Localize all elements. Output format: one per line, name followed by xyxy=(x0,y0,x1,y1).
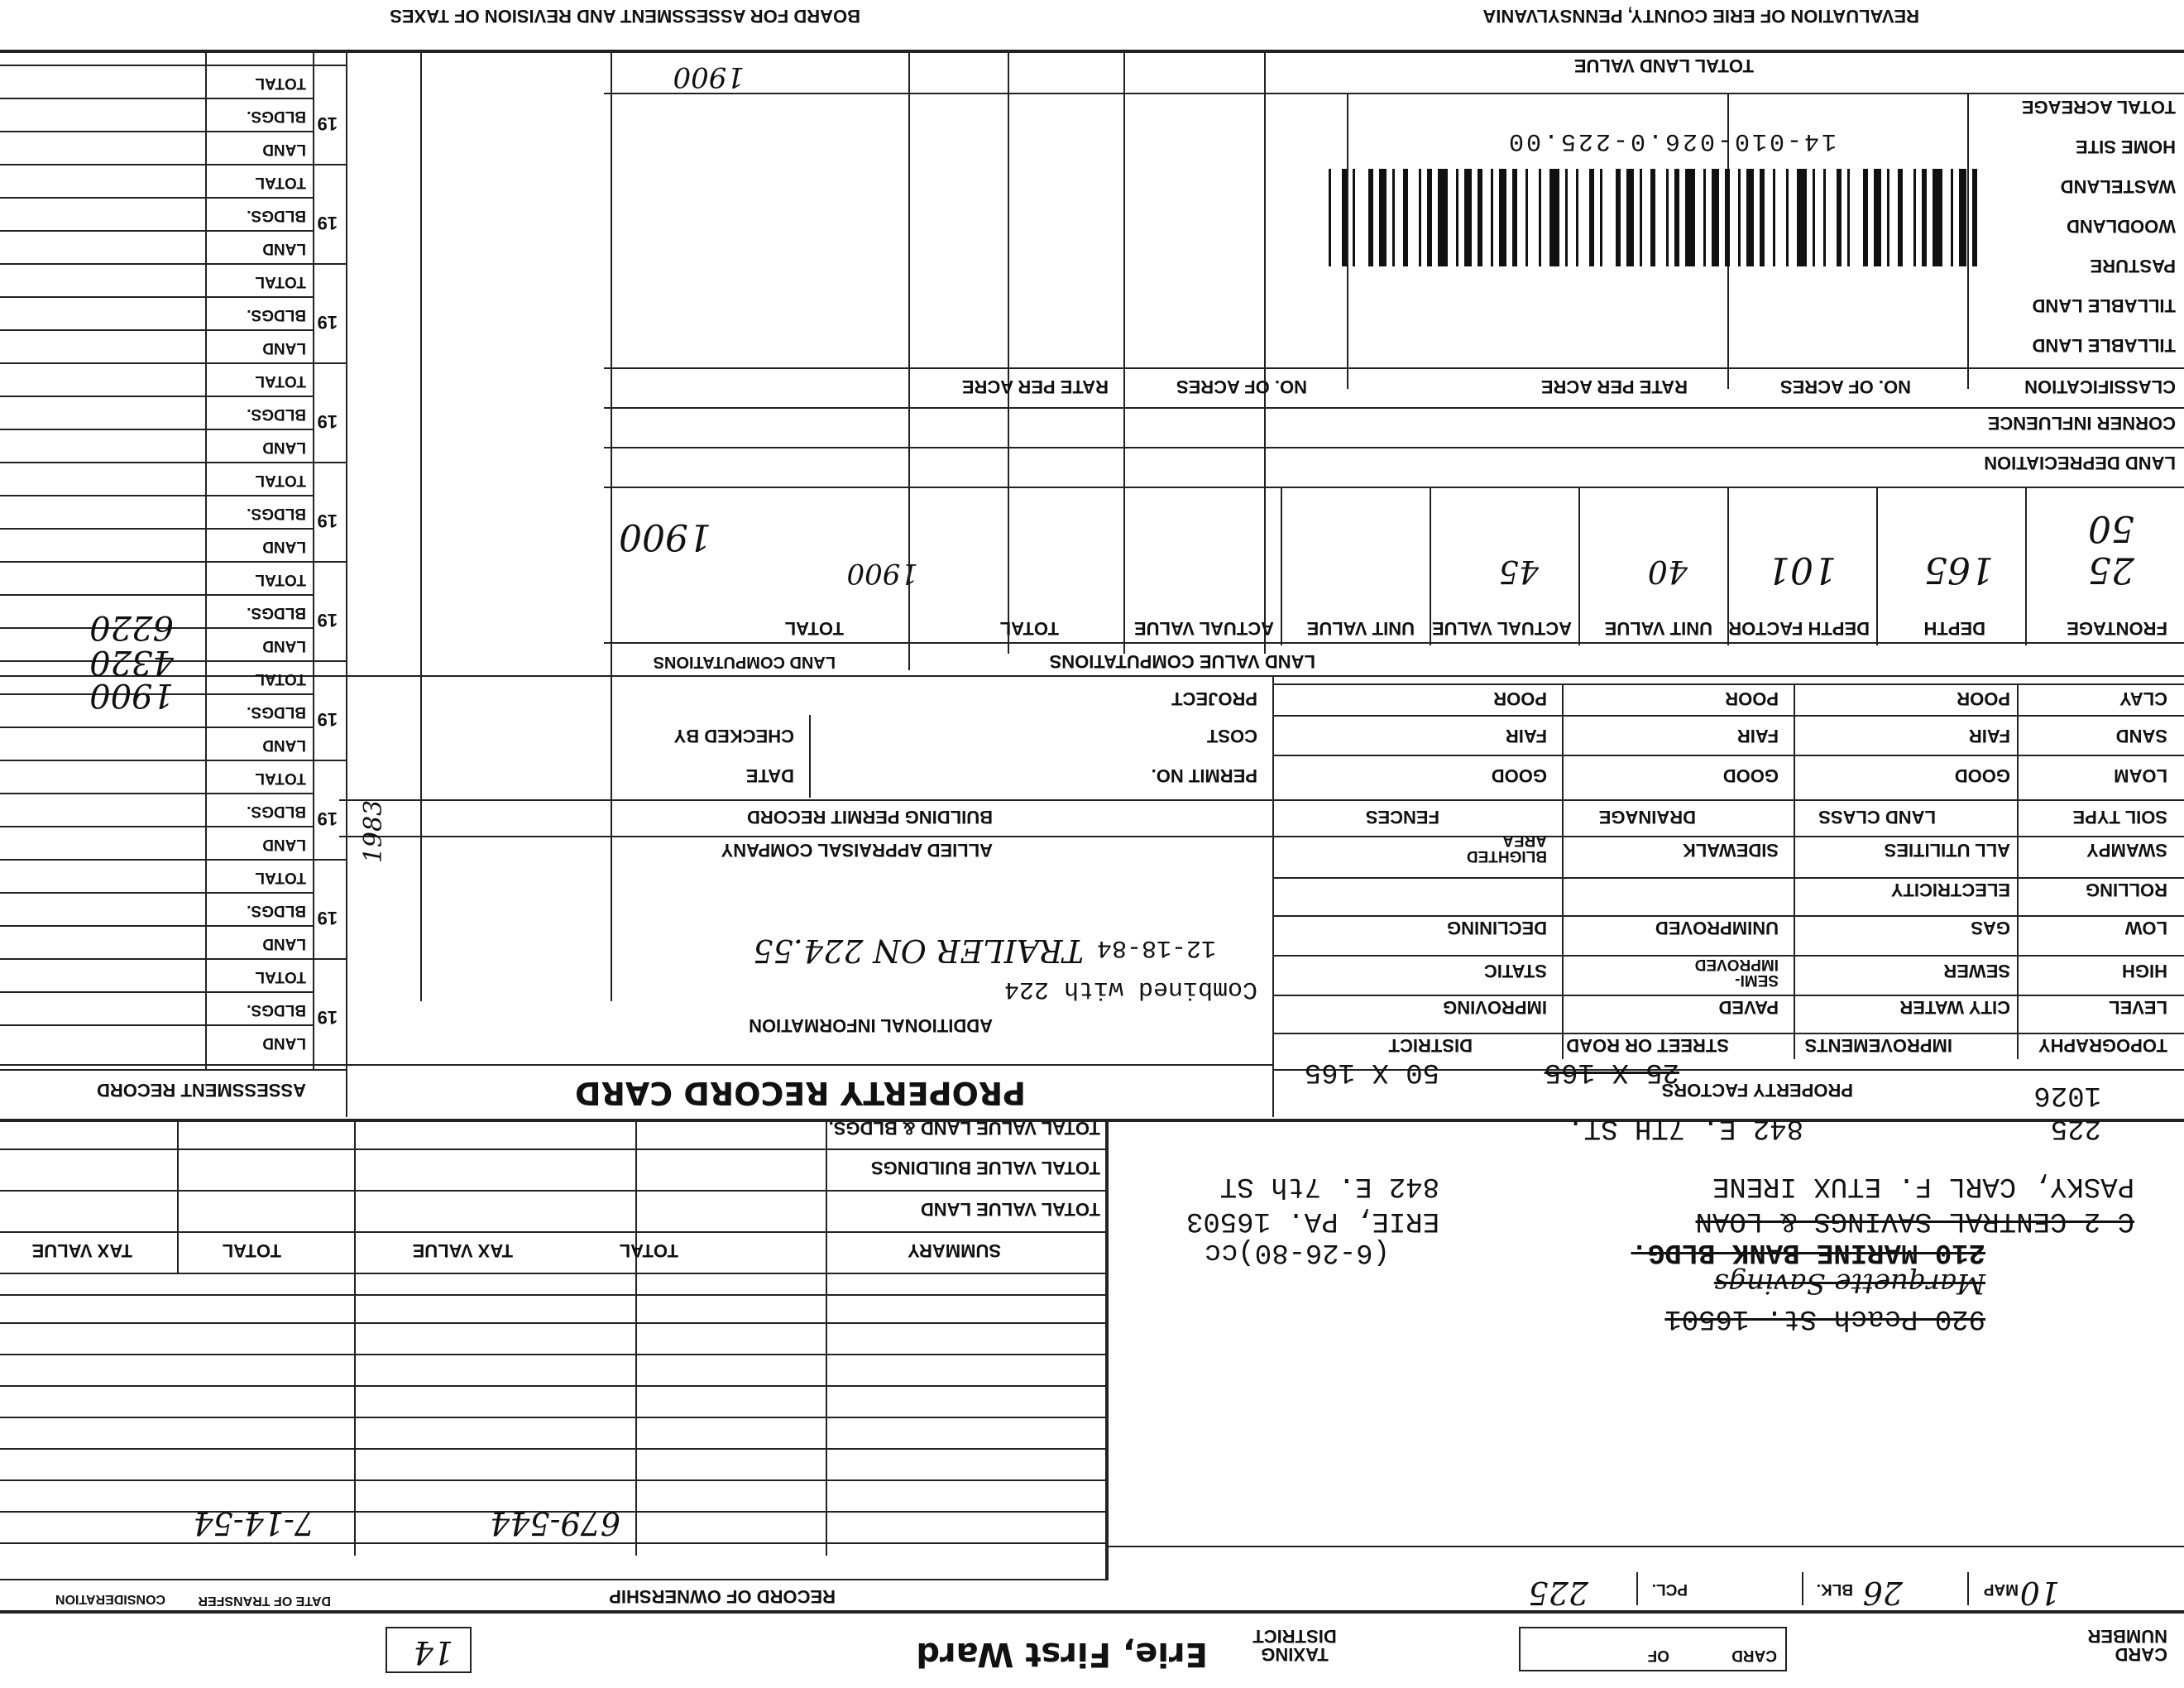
assessment-row-label: LAND xyxy=(262,1034,306,1052)
checked-by-label: CHECKED BY xyxy=(673,726,794,746)
sidewalk-label: SIDEWALK xyxy=(1682,840,1779,861)
card-title: PROPERTY RECORD CARD xyxy=(575,1075,1026,1111)
assessed-total-value: 6220 xyxy=(89,608,174,646)
drainage-header: DRAINAGE xyxy=(1598,807,1696,827)
additional-info-title: ADDITIONAL INFORMATION xyxy=(749,1015,993,1036)
info-combined: Combined with 224 xyxy=(1003,975,1257,1003)
sand-label: SAND xyxy=(2115,726,2167,746)
assessment-row-label: TOTAL xyxy=(255,968,306,985)
assessment-row-label: TOTAL xyxy=(255,670,306,688)
assessment-year-note: 1983 xyxy=(358,799,388,864)
ownership-row xyxy=(0,1417,1109,1418)
declining-label: DECLINING xyxy=(1447,918,1547,938)
owner-address-1: 842 E. 7th ST xyxy=(1219,1170,1439,1201)
depth-value: 165 xyxy=(1924,549,1994,591)
assessment-row-label: LAND xyxy=(262,935,306,952)
assessment-year-prefix: 19 xyxy=(317,511,338,531)
assessment-row-label: TOTAL xyxy=(255,372,306,390)
owner-peach: 920 Peach St. 16501 xyxy=(1664,1302,1985,1334)
clay-label: CLAY xyxy=(2119,688,2167,709)
corner-influence-label: CORNER INFLUENCE xyxy=(1987,413,2176,434)
assessment-row-label: BLDGS. xyxy=(247,108,306,125)
city-water-label: CITY WATER xyxy=(1899,997,2010,1018)
barcode-icon xyxy=(1315,161,1977,266)
ownership-consideration-header: CONSIDERATION xyxy=(55,1592,165,1606)
fair-label-2: FAIR xyxy=(1736,726,1779,746)
all-utilities-label: ALL UTILITIES xyxy=(1884,840,2010,861)
ownership-book-page: 679-544 xyxy=(490,1505,620,1542)
woodland-label: WOODLAND xyxy=(2067,216,2176,237)
lot-old-size: 25 X 165 xyxy=(1544,1056,1679,1087)
map-label: MAP xyxy=(1983,1580,2019,1598)
info-trailer-note: TRAILER ON 224.55 xyxy=(753,933,1084,969)
total-hand: 1900 xyxy=(846,557,918,590)
project-label: PROJECT xyxy=(1171,688,1257,709)
ownership-transfer-date: 7-14-54 xyxy=(193,1505,314,1542)
rate-header-1: RATE PER ACRE xyxy=(1540,376,1688,397)
assessment-row-label: LAND xyxy=(262,141,306,158)
assessment-row-label: BLDGS. xyxy=(247,505,306,522)
assessment-row-label: BLDGS. xyxy=(247,803,306,820)
assessment-year-prefix: 19 xyxy=(317,213,338,233)
assessment-row-label: TOTAL xyxy=(255,273,306,290)
assessment-row-label: TOTAL xyxy=(255,571,306,588)
actual-value-header-2: ACTUAL VALUE xyxy=(1133,618,1274,639)
building-permit-title: BUILDING PERMIT RECORD xyxy=(747,807,993,827)
ownership-row xyxy=(0,1542,1109,1544)
acres-header-1: NO. OF ACRES xyxy=(1779,376,1911,397)
owner-savings: Marquette Savings xyxy=(1713,1267,1985,1300)
assessment-row-label: TOTAL xyxy=(255,74,306,92)
lot-number: 1026 xyxy=(2033,1079,2101,1110)
home-site-label: HOME SITE xyxy=(2075,137,2176,157)
owner-address-date: (6-26-80)cc xyxy=(1204,1236,1390,1268)
assessment-row-label: LAND xyxy=(262,339,306,357)
ownership-row xyxy=(0,1322,1109,1324)
box-number: 14 xyxy=(413,1634,453,1671)
assessed-bldgs-value: 4320 xyxy=(89,643,174,681)
swampy-label: SWAMPY xyxy=(2086,840,2167,861)
owner-name: PASKY, CARL F. ETUX IRENE xyxy=(1712,1170,2134,1201)
tillable-land-label-1: TILLABLE LAND xyxy=(2032,295,2176,316)
poor-label-3: POOR xyxy=(1493,688,1547,709)
summary-row-buildings: TOTAL VALUE BUILDINGS xyxy=(870,1158,1100,1178)
assessment-row-label: LAND xyxy=(262,439,306,456)
frontage-value-2: 25 xyxy=(2088,549,2134,591)
unit-value-header-1: UNIT VALUE xyxy=(1604,618,1712,639)
frontage-header: FRONTAGE xyxy=(2067,618,2167,639)
improvements-header: IMPROVEMENTS xyxy=(1804,1035,1952,1056)
assessment-row-label: BLDGS. xyxy=(247,703,306,721)
topography-header: TOPOGRAPHY xyxy=(2038,1035,2167,1056)
ownership-row xyxy=(0,1448,1109,1450)
acres-header-2: NO. OF ACRES xyxy=(1176,376,1307,397)
county-title: REVALUATION OF ERIE COUNTY, PENNSYLVANIA xyxy=(1482,6,1919,26)
ownership-date-header: DATE OF TRANSFER xyxy=(198,1594,331,1608)
assessed-land-value: 1900 xyxy=(89,676,174,714)
total-header-2: TOTAL xyxy=(784,618,844,639)
taxing-district-label: TAXING DISTRICT xyxy=(1252,1626,1337,1665)
blk-label: BLK. xyxy=(1816,1580,1853,1598)
assessment-row-label: TOTAL xyxy=(255,472,306,489)
lot-size: 50 X 165 xyxy=(1304,1056,1439,1087)
semi-improved-label: SEMI-IMPROVED xyxy=(1694,956,1779,989)
assessment-row-label: LAND xyxy=(262,736,306,754)
assessment-title: ASSESSMENT RECORD xyxy=(96,1080,306,1101)
ownership-row xyxy=(0,1479,1109,1481)
total-acreage-label: TOTAL ACREAGE xyxy=(2021,97,2176,117)
assessment-row-label: BLDGS. xyxy=(247,1001,306,1019)
depth-header: DEPTH xyxy=(1923,618,1985,639)
lot-parcel: 225 xyxy=(2050,1112,2101,1144)
assessment-row-label: LAND xyxy=(262,836,306,853)
paved-label: PAVED xyxy=(1718,997,1779,1018)
summary-total-2: TOTAL xyxy=(222,1240,281,1261)
land-class-header: LAND CLASS xyxy=(1818,807,1936,827)
land-computations-title: LAND COMPUTATIONS xyxy=(653,653,836,671)
ownership-title: RECORD OF OWNERSHIP xyxy=(609,1586,836,1607)
assessment-row-label: TOTAL xyxy=(255,770,306,787)
summary-row-land-bldgs: TOTAL VALUE LAND & BLDGS. xyxy=(828,1118,1100,1139)
unit-value-header-2: UNIT VALUE xyxy=(1306,618,1415,639)
total-header-1: TOTAL xyxy=(999,618,1059,639)
assessment-year-prefix: 19 xyxy=(317,908,338,928)
sewer-label: SEWER xyxy=(1943,961,2010,981)
date-label: DATE xyxy=(745,765,794,786)
assessment-row-label: LAND xyxy=(262,637,306,655)
poor-label-2: POOR xyxy=(1725,688,1779,709)
depth-factor-value: 101 xyxy=(1767,549,1837,591)
assessment-row-label: LAND xyxy=(262,538,306,555)
ownership-row xyxy=(0,1385,1109,1387)
static-label: STATIC xyxy=(1483,961,1547,981)
level-label: LEVEL xyxy=(2109,997,2167,1018)
gas-label: GAS xyxy=(1971,918,2010,938)
summary-tax-2: TAX VALUE xyxy=(31,1240,132,1261)
blighted-area-label: BLIGHTED AREA xyxy=(1466,832,1547,865)
good-label-1: GOOD xyxy=(1954,765,2010,786)
map-value: 10 xyxy=(2019,1575,2060,1611)
parcel-id: 14-010-026.0-225.00 xyxy=(1506,127,1837,155)
permit-no-label: PERMIT NO. xyxy=(1151,765,1257,786)
rolling-label: ROLLING xyxy=(2086,880,2167,900)
wasteland-label: WASTELAND xyxy=(2060,176,2176,197)
assessment-row-label: BLDGS. xyxy=(247,604,306,621)
fences-header: FENCES xyxy=(1365,807,1439,827)
assessment-year-prefix: 19 xyxy=(317,610,338,631)
improving-label: IMPROVING xyxy=(1443,997,1547,1018)
tillable-land-label-2: TILLABLE LAND xyxy=(2032,335,2176,356)
land-computation-top-value: 1900 xyxy=(619,516,711,558)
summary-header: SUMMARY xyxy=(908,1240,1001,1261)
district-header: DISTRICT xyxy=(1388,1035,1473,1056)
assessment-row-label: LAND xyxy=(262,240,306,257)
assessment-row-label: TOTAL xyxy=(255,174,306,191)
fair-label-3: FAIR xyxy=(1505,726,1547,746)
owner-bank: 210 MARINE BANK BLDG. xyxy=(1631,1236,1985,1268)
assessment-year-prefix: 19 xyxy=(317,312,338,333)
card-number-label: CARD NUMBER xyxy=(2087,1626,2167,1665)
assessment-row-label: BLDGS. xyxy=(247,306,306,324)
land-computations-total: 1900 xyxy=(673,60,745,94)
summary-total-1: TOTAL xyxy=(619,1240,678,1261)
high-label: HIGH xyxy=(2122,961,2167,981)
summary-row-land: TOTAL VALUE LAND xyxy=(920,1199,1100,1220)
board-title: BOARD FOR ASSESSMENT AND REVISION OF TAXES xyxy=(390,6,860,26)
unimproved-label: UNIMPROVED xyxy=(1655,918,1779,938)
assessment-row-label: TOTAL xyxy=(255,869,306,886)
assessment-year-prefix: 19 xyxy=(317,709,338,730)
actual-value-header-1: ACTUAL VALUE xyxy=(1431,618,1572,639)
assessment-row-label: BLDGS. xyxy=(247,902,306,919)
assessment-year-prefix: 19 xyxy=(317,113,338,134)
loam-label: LOAM xyxy=(2114,765,2167,786)
assessment-row-label: BLDGS. xyxy=(247,405,306,423)
ward-name: Erie, First Ward xyxy=(916,1635,1208,1673)
depth-factor-header: DEPTH FACTOR xyxy=(1728,618,1870,639)
summary-tax-1: TAX VALUE xyxy=(412,1240,513,1261)
cost-label: COST xyxy=(1206,726,1257,746)
property-factors-title: PROPERTY FACTORS xyxy=(1661,1080,1853,1101)
owner-mortgage: C-2 CENTRAL SAVINGS & LOAN xyxy=(1695,1205,2134,1236)
classification-header: CLASSIFICATION xyxy=(2024,376,2176,397)
pcl-label: PCL. xyxy=(1651,1580,1688,1598)
land-depreciation-label: LAND DEPRECIATION xyxy=(1984,453,2176,473)
unit-value-hand: 40 xyxy=(1647,554,1688,590)
assessment-year-prefix: 19 xyxy=(317,808,338,829)
land-value-computations-title: LAND VALUE COMPUTATIONS xyxy=(1049,651,1315,672)
rate-header-2: RATE PER ACRE xyxy=(961,376,1109,397)
total-land-value-title: TOTAL LAND VALUE xyxy=(1573,55,1754,76)
blk-value: 26 xyxy=(1862,1575,1903,1611)
street-header: STREET OR ROAD xyxy=(1566,1035,1729,1056)
card-of-box xyxy=(1519,1627,1787,1671)
card-label: CARD xyxy=(1731,1647,1777,1664)
soil-type-header: SOIL TYPE xyxy=(2072,807,2167,827)
assessment-year-prefix: 19 xyxy=(317,411,338,432)
good-label-3: GOOD xyxy=(1491,765,1547,786)
poor-label-1: POOR xyxy=(1956,688,2010,709)
pasture-label: PASTURE xyxy=(2090,256,2176,276)
owner-address-2: ERIE, PA. 16503 xyxy=(1185,1205,1439,1236)
lot-street: 842 E. 7TH ST. xyxy=(1567,1112,1803,1144)
assessment-year-prefix: 19 xyxy=(317,1007,338,1028)
frontage-value-1: 50 xyxy=(2088,507,2134,549)
fair-label-1: FAIR xyxy=(1968,726,2010,746)
box-number-frame xyxy=(386,1627,472,1673)
appraisal-company: ALLIED APPRAISAL COMPANY xyxy=(721,840,993,861)
actual-value-hand: 45 xyxy=(1498,554,1539,590)
info-date: 12-18-84 xyxy=(1096,933,1216,961)
good-label-2: GOOD xyxy=(1722,765,1779,786)
pcl-value: 225 xyxy=(1528,1575,1588,1611)
ownership-row xyxy=(0,1354,1109,1355)
low-label: LOW xyxy=(2124,918,2167,938)
electricity-label: ELECTRICITY xyxy=(1890,880,2010,900)
assessment-row-label: BLDGS. xyxy=(247,207,306,224)
of-label: OF xyxy=(1647,1647,1669,1664)
